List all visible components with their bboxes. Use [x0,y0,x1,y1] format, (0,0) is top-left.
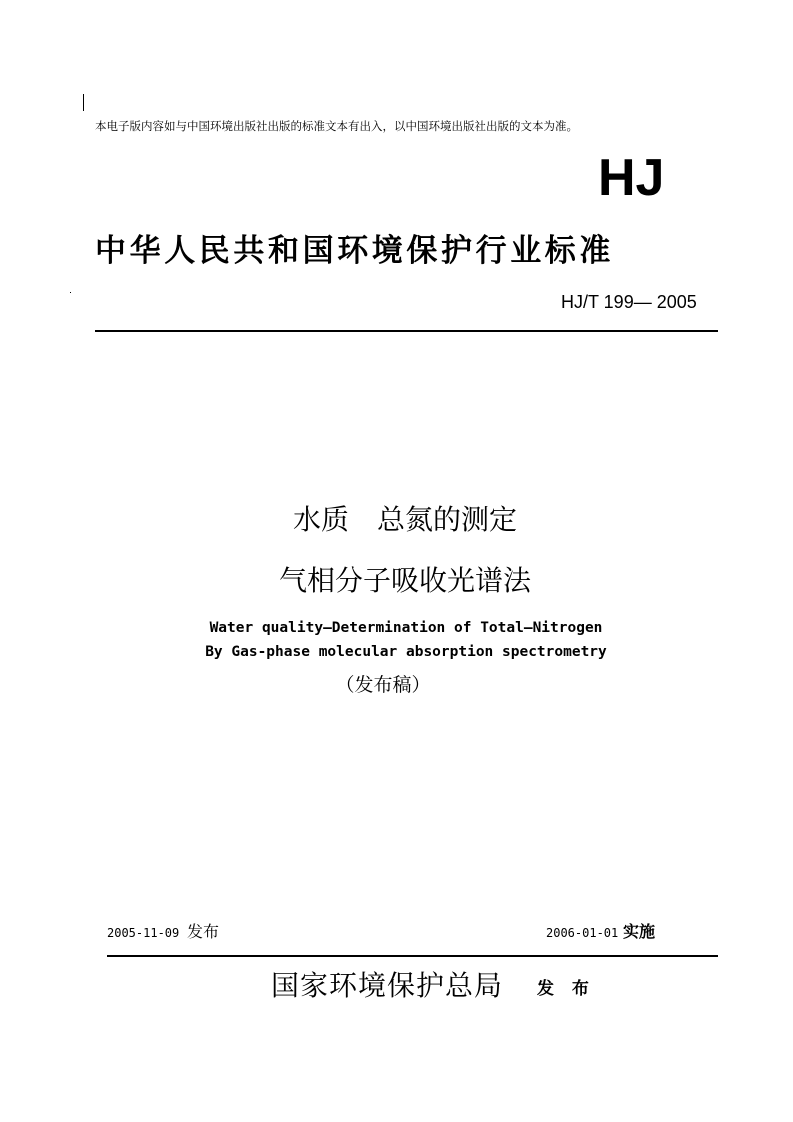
header-divider [95,330,718,332]
hj-logo: HJ [598,149,665,207]
authority-heading: 中华人民共和国环境保护行业标准 [95,233,614,269]
title-en-line1: Water quality—Determination of Total—Nitrogen [209,620,603,636]
title-zh-line1: 水质 总氮的测定 [292,503,517,536]
standard-number: HJ/T 199— 2005 [561,292,697,312]
implement-date: 2006-01-01 [546,926,619,940]
title-zh-line2: 气相分子吸收光谱法 [278,564,531,597]
notice-text: 本电子版内容如与中国环境出版社出版的标准文本有出入，以中国环境出版社出版的文本为准。 [95,119,578,133]
issue-label: 发布 [187,922,220,941]
issue-date: 2005-11-09 [107,926,180,940]
text-cursor-mark [83,94,84,111]
stray-dot [70,292,71,293]
implement-label: 实施 [623,922,656,941]
footer-divider [107,955,718,957]
title-en-line2: By Gas-phase molecular absorption spectrometry [205,644,607,660]
draft-note: （发布稿） [335,674,431,696]
publish-label: 发 布 [537,979,595,999]
publisher-name: 国家环境保护总局 [271,969,504,1002]
